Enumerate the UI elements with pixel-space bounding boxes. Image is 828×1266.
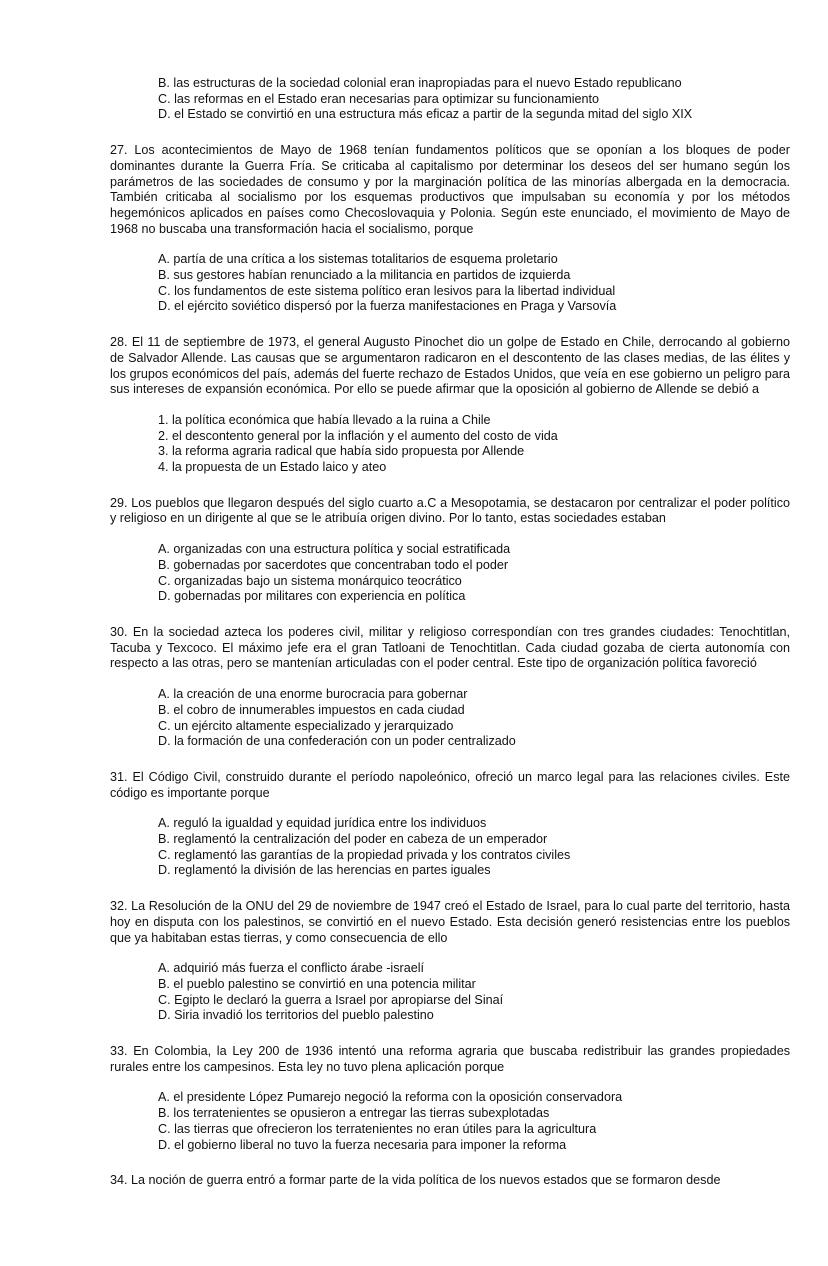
option-2: 2. el descontento general por la inflación y el aumento del costo de vida bbox=[158, 428, 558, 443]
option-d: D. el gobierno liberal no tuvo la fuerza necesaria para imponer la reforma bbox=[158, 1137, 567, 1152]
option-c: C. organizadas bajo un sistema monárquico teocrático bbox=[158, 573, 462, 588]
continuation-options bbox=[110, 76, 790, 123]
question-34 bbox=[110, 1173, 790, 1189]
option-d: D. gobernadas por militares con experiencia en política bbox=[158, 589, 466, 604]
answer-options bbox=[110, 252, 790, 315]
option-c: C. las reformas en el Estado eran necesarias para optimizar su funcionamiento bbox=[158, 91, 600, 106]
exam-page bbox=[110, 76, 790, 1189]
question-33 bbox=[110, 1044, 790, 1153]
option-b: B. el pueblo palestino se convirtió en una potencia militar bbox=[158, 976, 476, 991]
option-b: B. gobernadas por sacerdotes que concentraban todo el poder bbox=[158, 557, 509, 572]
question-32 bbox=[110, 899, 790, 1024]
answer-options bbox=[110, 816, 790, 879]
option-c: C. Egipto le declaró la guerra a Israel por apropiarse del Sinaí bbox=[158, 992, 504, 1007]
option-a: A. adquirió más fuerza el conflicto árabe -israelí bbox=[158, 961, 424, 976]
option-d: D. reglamentó la división de las herencias en partes iguales bbox=[158, 863, 491, 878]
option-b: B. las estructuras de la sociedad colonial eran inapropiadas para el nuevo Estado republicano bbox=[158, 76, 682, 90]
option-d: D. el Estado se convirtió en una estructura más eficaz a partir de la segunda mitad del siglo XIX bbox=[158, 107, 693, 122]
option-d: D. Siria invadió los territorios del pueblo palestino bbox=[158, 1008, 434, 1023]
option-c: C. un ejército altamente especializado y jerarquizado bbox=[158, 718, 454, 733]
option-b: B. sus gestores habían renunciado a la militancia en partidos de izquierda bbox=[158, 268, 571, 283]
option-4: 4. la propuesta de un Estado laico y ateo bbox=[158, 460, 387, 475]
question-27 bbox=[110, 143, 790, 315]
question-stem: 34. La noción de guerra entró a formar parte de la vida política de los nuevos estados que se formaron desde bbox=[110, 1173, 721, 1188]
question-stem: 33. En Colombia, la Ley 200 de 1936 intentó una reforma agraria que buscaba redistribuir las grandes propiedades rurales entre los campesinos. Esta ley no tuvo plena aplicación porque bbox=[110, 1044, 790, 1074]
question-stem: 31. El Código Civil, construido durante el período napoleónico, ofreció un marco legal para las relaciones civiles. Este código es importante porque bbox=[110, 769, 790, 800]
option-c: C. los fundamentos de este sistema político eran lesivos para la libertad individual bbox=[158, 283, 616, 298]
option-a: A. la creación de una enorme burocracia para gobernar bbox=[158, 687, 468, 702]
answer-options bbox=[110, 542, 790, 605]
question-30 bbox=[110, 625, 790, 750]
answer-options bbox=[110, 413, 790, 476]
answer-options bbox=[110, 961, 790, 1024]
question-stem: 29. Los pueblos que llegaron después del siglo cuarto a.C a Mesopotamia, se destacaron por centralizar el poder político y religioso en un dirigente al que se le atribuía origen divino. Por lo tanto, estas sociedades estaban bbox=[110, 495, 790, 526]
option-3: 3. la reforma agraria radical que había sido propuesta por Allende bbox=[158, 444, 525, 459]
option-c: C. las tierras que ofrecieron los terratenientes no eran útiles para la agricultura bbox=[158, 1121, 597, 1136]
answer-options bbox=[110, 687, 790, 750]
option-d: D. el ejército soviético dispersó por la fuerza manifestaciones en Praga y Varsovía bbox=[158, 299, 617, 314]
question-stem: 30. En la sociedad azteca los poderes civil, militar y religioso correspondían con tres grandes ciudades: Tenochtitlan, Tacuba y Texcoco. El máximo jefe era el gran Tatloani de Tenochtitlan. Cada ciudad gozaba de cierta autonomía con respecto a las otras, pero se mantenían articuladas con el poder central. Este tipo de organización política favoreció bbox=[110, 624, 790, 671]
option-a: A. partía de una crítica a los sistemas totalitarios de esquema proletario bbox=[158, 252, 558, 267]
question-stem: 32. La Resolución de la ONU del 29 de noviembre de 1947 creó el Estado de Israel, para lo cual parte del territorio, hasta hoy en disputa con los palestinos, se convirtió en el nuevo Estado. Esta decisión generó resistencias entre los pueblos que ya habitaban estas tierras, y como consecuencia de ello bbox=[110, 899, 790, 945]
question-stem: 28. El 11 de septiembre de 1973, el general Augusto Pinochet dio un golpe de Estado en Chile, derrocando al gobierno de Salvador Allende. Las causas que se argumentaron radicaron en el descontento de las clases medias, de las élites y los grupos económicos del país, además del fuerte rechazo de Estados Unidos, que veía en ese gobierno un peligro para sus intereses de expansión económica. Por ello se puede afirmar que la oposición al gobierno de Allende se debió a bbox=[110, 335, 790, 397]
option-d: D. la formación de una confederación con un poder centralizado bbox=[158, 734, 516, 749]
question-29 bbox=[110, 496, 790, 605]
option-b: B. reglamentó la centralización del poder en cabeza de un emperador bbox=[158, 832, 548, 847]
option-a: A. organizadas con una estructura política y social estratificada bbox=[158, 542, 511, 557]
option-b: B. el cobro de innumerables impuestos en cada ciudad bbox=[158, 702, 465, 717]
option-1: 1. la política económica que había llevado a la ruina a Chile bbox=[158, 412, 491, 427]
question-28 bbox=[110, 335, 790, 476]
option-b: B. los terratenientes se opusieron a entregar las tierras subexplotadas bbox=[158, 1106, 550, 1121]
question-stem: 27. Los acontecimientos de Mayo de 1968 tenían fundamentos políticos que se oponían a los bloques de poder dominantes durante la Guerra Fría. Se criticaba al capitalismo por determinar los deseos del ser humano según los parámetros de las sociedades de consumo y por la marginación política de las minorías albergada en la democracia. También criticaba al socialismo por los esquemas productivos que impulsaban su economía y por los métodos hegemónicos aplicados en países como Checoslovaquia y Polonia. Según este enunciado, el movimiento de Mayo de 1968 no buscaba una transformación hacia el socialismo, porque bbox=[110, 143, 790, 236]
option-a: A. el presidente López Pumarejo negoció la reforma con la oposición conservadora bbox=[158, 1090, 623, 1105]
option-a: A. reguló la igualdad y equidad jurídica entre los individuos bbox=[158, 816, 487, 831]
question-31 bbox=[110, 770, 790, 879]
answer-options bbox=[110, 1090, 790, 1153]
option-c: C. reglamentó las garantías de la propiedad privada y los contratos civiles bbox=[158, 847, 571, 862]
